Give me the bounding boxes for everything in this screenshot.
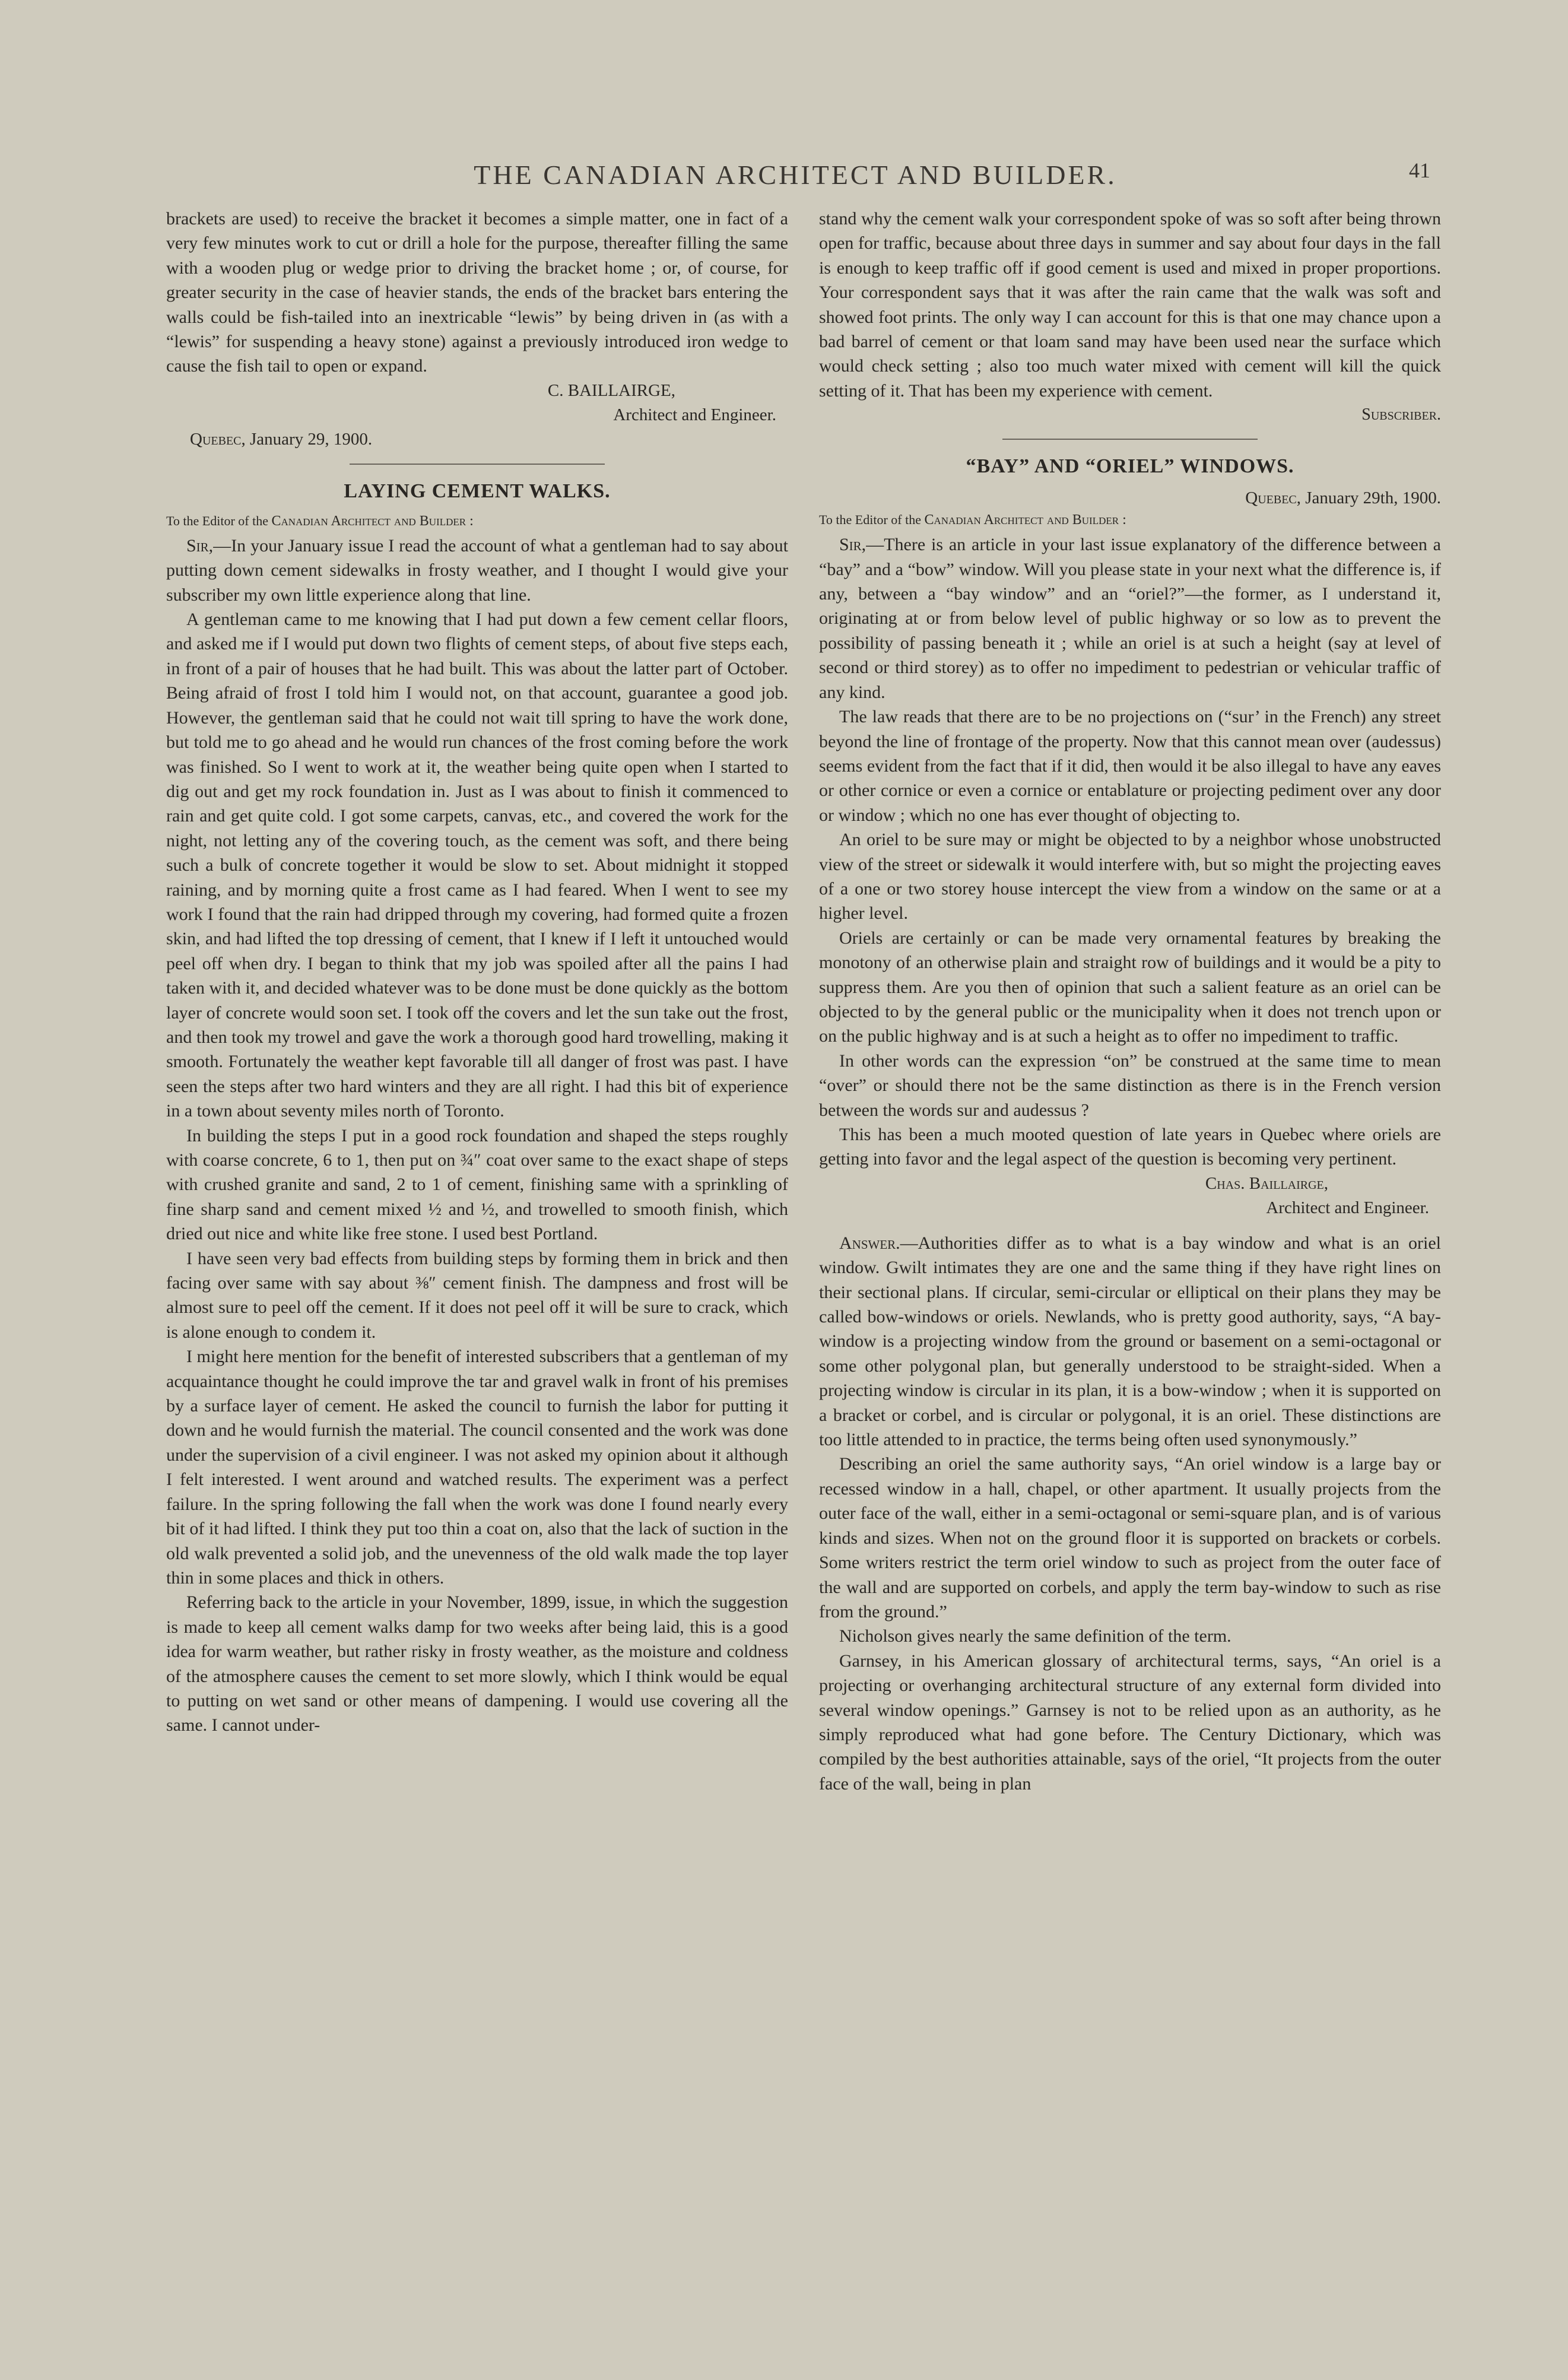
section-divider bbox=[350, 464, 605, 465]
editor-line-publication: Canadian Architect and Builder : bbox=[271, 513, 474, 529]
article-paragraph bbox=[166, 534, 788, 607]
right-column bbox=[819, 207, 1441, 2343]
answer-paragraph bbox=[819, 1231, 1441, 1452]
signature-role: Architect and Engineer. bbox=[1266, 1198, 1429, 1217]
continuation-paragraph: brackets are used) to receive the bracket it becomes a simple matter, one in fact of a very few minutes work to cut or drill a hole for the purpose, thereafter filling the same with a wooden plug or wedge prior to driving the bracket home ; or, of course, for greater security in the case of heavier stands, the ends of the bracket bars entering the walls could be fish-tailed into an inextricable “lewis” by being driven in (as with a “lewis” for suspending a heavy stone) against a previously introduced iron wedge to cause the fish tail to open or expand. bbox=[166, 209, 788, 376]
article-heading: “BAY” AND “ORIEL” WINDOWS. bbox=[966, 455, 1294, 478]
editor-line bbox=[166, 511, 788, 531]
salutation: Sir, bbox=[839, 535, 866, 555]
dateline bbox=[190, 427, 788, 452]
article-paragraph: A gentleman came to me knowing that I had put down a few cement cellar floors, and asked me if I would put down two flights of cement steps, of about five steps each, in front of a pair of houses that he had built. This was about the latter part of October. Being afraid of frost I told him I would not, on that account, guarantee a good job. However, the gentleman said that he could not wait till spring to have the work done, but told me to go ahead and he would run chances of the frost coming before the work was finished. So I went to work at it, the weather being quite open when I started to dig out and get my rock foundation in. Just as I was about to finish it commenced to rain and get quite cold. I got some carpets, canvas, etc., and covered the work for the night, not letting any of the covering touch, as the cement was soft, and there being such a bulk of concrete together it would be slow to set. About midnight it stopped raining, and by morning quite a frost came as I had feared. When I went to see my work I found that the rain had dripped through my covering, had formed quite a frozen skin, and had lifted the top dressing of cement, that I knew if I left it untouched would peel off when dry. I began to think that my job was spoiled after all the pains I had taken with it, and decided whatever was to be done must be done quickly as the bottom layer of concrete would soon set. I took off the covers and let the sun take out the frost, and then took my trowel and gave the work a thorough good hard trowelling, making it smooth. Fortunately the weather kept favorable till all danger of frost was past. I have seen the steps after two hard winters and they are all right. I had this bit of experience in a town about seventy miles north of Toronto. bbox=[166, 610, 788, 1121]
dateline-date: January 29, 1900. bbox=[250, 429, 373, 449]
journal-title: THE CANADIAN ARCHITECT AND BUILDER. bbox=[474, 160, 1117, 190]
article-paragraph: In other words can the expression “on” be construed at the same time to mean “over” or should there not be the same distinction as there is in the French version between the words sur and audessus ? bbox=[819, 1051, 1441, 1120]
page-number: 41 bbox=[1409, 158, 1430, 182]
article-paragraph: The law reads that there are to be no projections on (“sur’ in the French) any street beyond the line of frontage of the property. Now that this cannot mean over (audessus) seems evident from the fact that if it did, then would it be also illegal to have any eaves or other cornice or even a cornice or entablature or projecting pediment over any door or window ; which no one has ever thought of objecting to. bbox=[819, 707, 1441, 825]
dateline-place: Quebec, bbox=[1245, 488, 1301, 508]
article-paragraph: In building the steps I put in a good rock foundation and shaped the steps roughly with coarse concrete, 6 to 1, then put on ¾″ coat over same to the exact shape of steps with crushed granite and sand, 2 to 1 of cement, finishing same with a sprinkling of fine sharp sand and cement mixed ½ and ½, and trowelled to smooth finish, which dried out nice and white like free stone. I used best Portland. bbox=[166, 1125, 788, 1244]
paragraph-text: —There is an article in your last issue explanatory of the difference between a “bay” and a “bow” window. Will you please state in your next what the difference is, if any, between a “bay window” and an “oriel?”—the former, as I understand it, originating at or from below level of public highway or so low as to prevent the possibility of passing beneath it ; while an oriel is at such a height (say at level of second or third storey) as to offer no impediment to pedestrian or vehicular traffic of any kind. bbox=[819, 535, 1441, 702]
article-paragraph: Referring back to the article in your November, 1899, issue, in which the suggestion is made to keep all cement walks damp for two weeks after being laid, this is a good idea for warm weather, but rather risky in frosty weather, as the moisture and coldness of the atmosphere causes the cement to set more slowly, which I think would be equal to putting on wet sand or other means of dampening. I would use covering all the same. I cannot under- bbox=[166, 1592, 788, 1735]
dateline bbox=[819, 486, 1441, 510]
section-divider bbox=[1002, 439, 1258, 440]
editor-line bbox=[819, 510, 1441, 530]
signature-block bbox=[166, 379, 788, 427]
answer-paragraph: Garnsey, in his American glossary of architectural terms, says, “An oriel is a projecting or overhanging architectural structure of any external form divided into several window openings.” Garnsey is not to be relied upon as an authority, as he simply reproduced what had gone before. The Century Dictionary, which was compiled by the best authorities attainable, says of the oriel, “It projects from the outer face of the wall, being in plan bbox=[819, 1651, 1441, 1794]
signature-role: Architect and Engineer. bbox=[613, 405, 776, 424]
article-paragraph: I have seen very bad effects from building steps by forming them in brick and then facing over same with say about ⅜″ cement finish. The dampness and frost will be almost sure to peel off the cement. If it does not peel off it will be sure to crack, which is alone enough to condem it. bbox=[166, 1248, 788, 1342]
answer-paragraph: Nicholson gives nearly the same definition of the term. bbox=[839, 1626, 1231, 1646]
answer-paragraph: Describing an oriel the same authority says, “An oriel window is a large bay or recessed window in a hall, chapel, or other apartment. It usually projects from the outer face of the wall, either in a semi-octagonal or semi-square plan, and is of various kinds and sizes. When not on the ground floor it is supported on brackets or corbels. Some writers restrict the term oriel window to such as project from the outer face of the wall and are supported on corbels, and apply the term bay-window to such as rise from the ground.” bbox=[819, 1454, 1441, 1621]
salutation: Sir, bbox=[186, 535, 214, 556]
article-paragraph: Oriels are certainly or can be made very ornamental features by breaking the monotony of an otherwise plain and straight row of buildings and it would be a pity to suppress them. Are you then of opinion that such a salient feature as an oriel can be objected to by the general public or the municipality when it does not trench upon or on the public highway and is at such a height as to offer no impediment to traffic. bbox=[819, 928, 1441, 1046]
signature-name: Chas. Baillairge, bbox=[1205, 1173, 1328, 1193]
editor-line-prefix: To the Editor of the bbox=[819, 512, 921, 528]
left-column bbox=[166, 207, 788, 2343]
dateline-date: January 29th, 1900. bbox=[1305, 488, 1441, 508]
paragraph-text: —In your January issue I read the account of what a gentleman had to say about putting down cement sidewalks in frosty weather, and I thought I would give your subscriber my own little experience along that line. bbox=[166, 535, 788, 605]
answer-label: Answer. bbox=[839, 1233, 900, 1253]
article-paragraph: This has been a much mooted question of late years in Quebec where oriels are getting into favor and the legal aspect of the question is becoming very pertinent. bbox=[819, 1125, 1441, 1169]
continuation-paragraph: stand why the cement walk your correspondent spoke of was so soft after being thrown open for traffic, because about three days in summer and say about four days in the fall is enough to keep traffic off if good cement is used and mixed in proper proportions. Your correspondent says that it was after the rain came that the walk was soft and showed foot prints. The only way I can account for this is that one may chance upon a bad barrel of cement or that loam sand may have been used near the surface which would check setting ; also too much water mixed with cement will kill the quick setting of it. That has been my experience with cement. bbox=[819, 209, 1441, 401]
page-header bbox=[154, 153, 1436, 201]
article-heading: LAYING CEMENT WALKS. bbox=[344, 480, 611, 502]
dateline-place: Quebec, bbox=[190, 429, 246, 449]
signature-block bbox=[819, 1172, 1441, 1220]
article-paragraph: An oriel to be sure may or might be objected to by a neighbor whose unobstructed view of the street or sidewalk it would interfere with, but so might the projecting eaves of a one or two storey house intercept the view from a window on the same or at a higher level. bbox=[819, 830, 1441, 924]
article-paragraph: I might here mention for the benefit of interested subscribers that a gentleman of my acquaintance thought he could improve the tar and gravel walk in front of his premises by a surface layer of cement. He asked the council to furnish the labor for putting it down and he would furnish the material. The council consented and the work was done under the supervision of a civil engineer. I was not asked my opinion about it although I felt interested. I went around and watched results. The experiment was a perfect failure. In the spring following the fall when the work was done I found nearly every bit of it had lifted. I think they put too thin a coat on, also that the lack of suction in the old walk prevented a solid job, and the unevenness of the old walk made the top layer thin in some places and thick in others. bbox=[166, 1347, 788, 1588]
article-paragraph bbox=[819, 532, 1441, 705]
editor-line-prefix: To the Editor of the bbox=[166, 513, 268, 528]
paragraph-text: —Authorities differ as to what is a bay window and what is an oriel window. Gwilt intimates they are one and the same thing if they have right lines on their sectional plans. If circular, semi-circular or elliptical on their plans they may be called bow-windows or oriels. Newlands, who is pretty good authority, says, “A bay-window is a projecting window from the ground or basement on a semi-octagonal or some other polygonal plan, but generally understood to be straight-sided. When a projecting window is circular in its plan, it is a bow-window ; when it is supported on a bracket or corbel, and is circular or polygonal, it is an oriel. These distinctions are too little attended to in practice, the terms being often used synonymously.” bbox=[819, 1233, 1441, 1450]
editor-line-publication: Canadian Architect and Builder : bbox=[924, 512, 1126, 528]
subscriber-signature: Subscriber. bbox=[1361, 405, 1441, 424]
signature-name: C. BAILLAIRGE, bbox=[547, 380, 675, 400]
